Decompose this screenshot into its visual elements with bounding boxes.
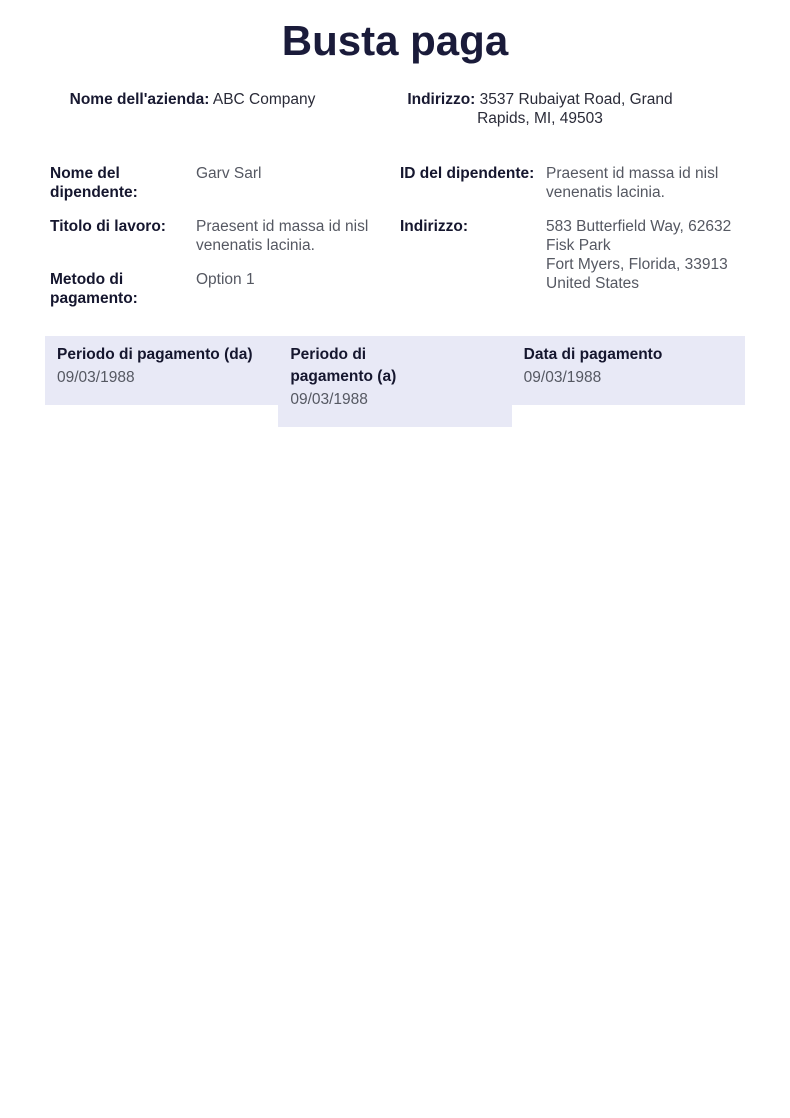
job-title-label: Titolo di lavoro:: [50, 218, 166, 235]
pay-period-row: [45, 336, 745, 427]
employee-address-line-3: United States: [546, 275, 640, 292]
company-name-block: [45, 90, 340, 128]
pay-period-from-label: Periodo di pagamento (da): [57, 346, 253, 363]
employee-address-value: [546, 217, 745, 293]
payment-date-label: Data di pagamento: [523, 346, 663, 363]
company-name-label: Nome dell'azienda:: [69, 91, 210, 108]
job-title-value: Praesent id massa id nisl venenatis lacinia.: [196, 218, 369, 254]
employee-name-label: Nome del dipendente:: [50, 165, 138, 201]
company-info-row: [0, 90, 790, 128]
payment-method-label: Metodo di pagamento:: [50, 271, 138, 307]
employee-address-line-2: Fort Myers, Florida, 33913: [546, 256, 728, 273]
employee-details: [0, 164, 790, 308]
company-address-block: [399, 90, 681, 128]
company-address-value: 3537 Rubaiyat Road, Grand Rapids, MI, 49503: [477, 91, 673, 127]
payment-date-cell: [512, 336, 745, 405]
employee-address-label: Indirizzo:: [400, 218, 469, 235]
employee-name-value: Garv Sarl: [196, 165, 262, 182]
page-title: Busta paga: [281, 17, 509, 64]
employee-address-line-1: 583 Butterfield Way, 62632 Fisk Park: [546, 218, 732, 254]
pay-period-to-cell: [278, 336, 511, 427]
pay-period-to-value: 09/03/1988: [290, 391, 368, 408]
pay-period-from-value: 09/03/1988: [57, 369, 135, 386]
company-address-label: Indirizzo:: [407, 91, 476, 108]
pay-period-from-cell: [45, 336, 278, 405]
employee-details-right: [400, 164, 745, 308]
payment-date-value: 09/03/1988: [523, 369, 602, 386]
employee-id-label: ID del dipendente:: [400, 165, 535, 182]
employee-details-left: [50, 164, 395, 308]
employee-id-value: Praesent id massa id nisl venenatis lacinia.: [546, 165, 719, 201]
pay-period-to-label: Periodo di pagamento (a): [290, 346, 397, 385]
payment-method-value: Option 1: [196, 271, 255, 288]
company-name-value: ABC Company: [212, 91, 316, 108]
